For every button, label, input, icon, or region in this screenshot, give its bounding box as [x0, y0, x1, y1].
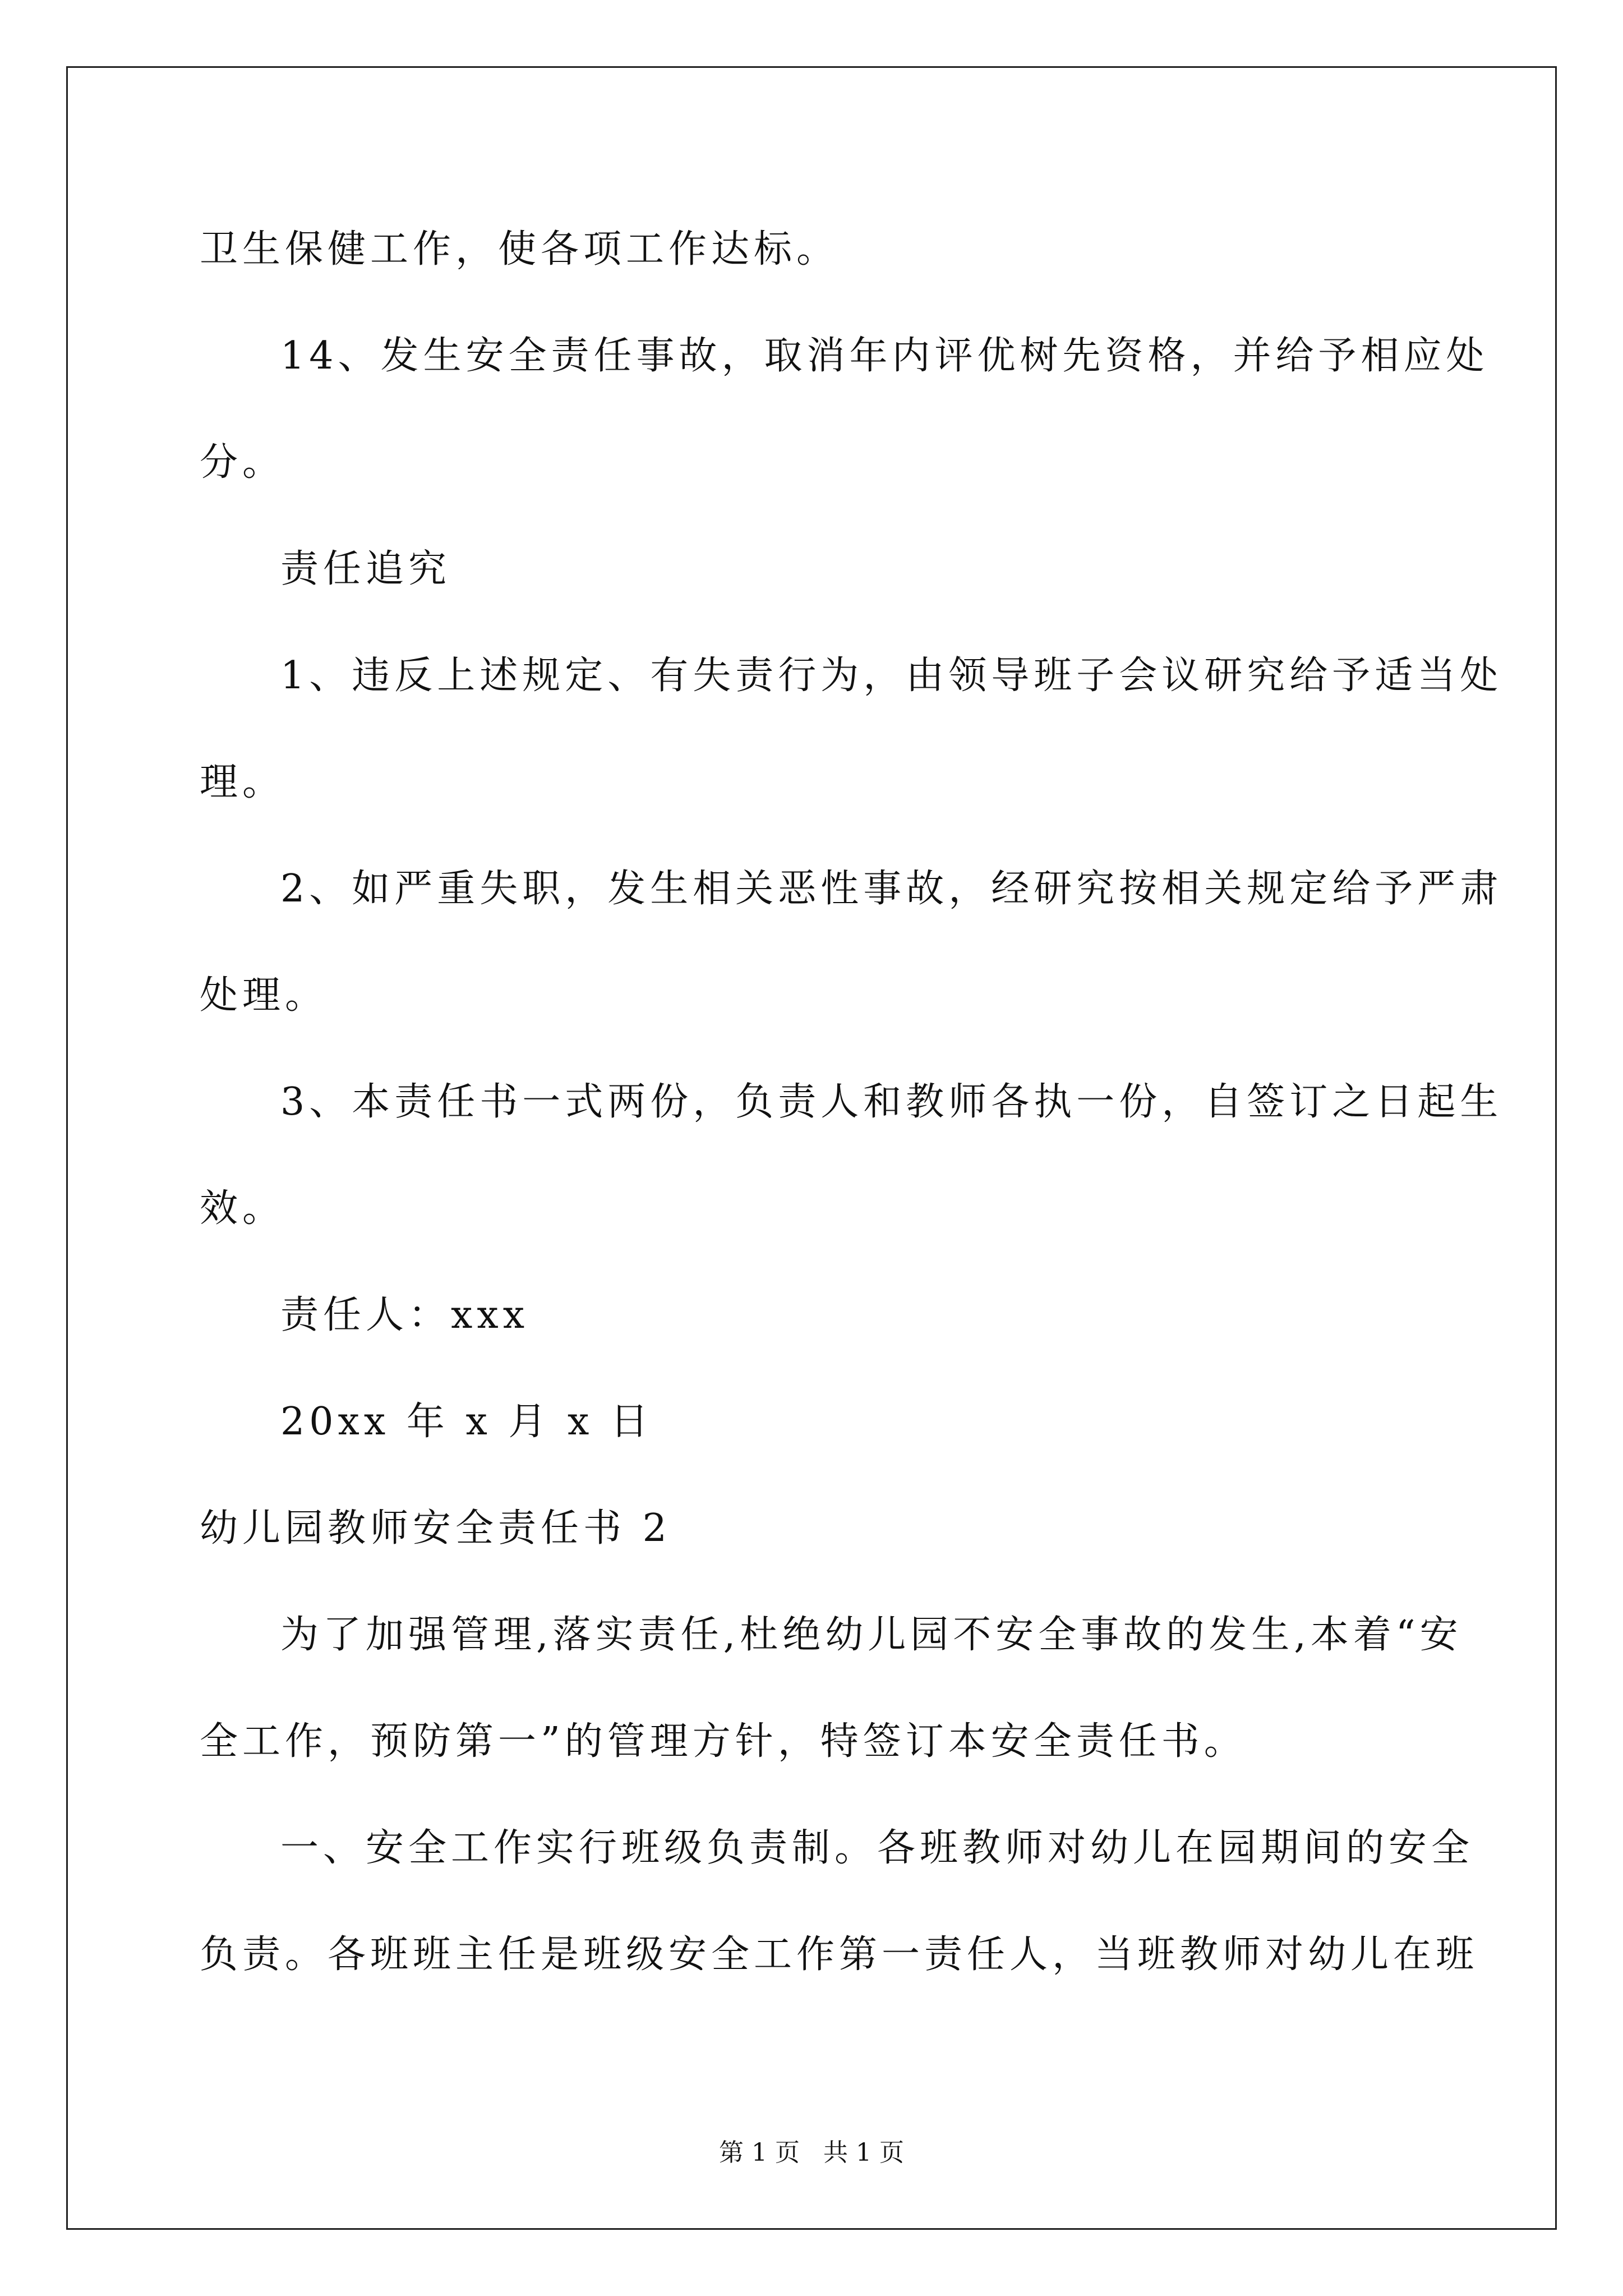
body-text-line: 为了加强管理,落实责任,杜绝幼儿园不安全事故的发生,本着“安	[280, 1613, 1463, 1657]
body-text-line: 一、安全工作实行班级负责制。各班教师对幼儿在园期间的安全	[280, 1826, 1474, 1870]
body-text-line: 分。	[200, 440, 285, 485]
section-heading: 责任追究	[280, 547, 451, 591]
body-text-line: 2、如严重失职，发生相关恶性事故，经研究按相关规定给予严肃	[280, 867, 1503, 911]
body-text-line: 效。	[200, 1186, 285, 1231]
body-text-line: 3、本责任书一式两份，负责人和教师各执一份，自签订之日起生	[280, 1080, 1503, 1124]
page-border	[66, 66, 1557, 2230]
document-title: 幼儿园教师安全责任书 2	[200, 1506, 671, 1550]
page-number-footer: 第 1 页 共 1 页	[719, 2138, 904, 2167]
body-text-line: 理。	[200, 760, 285, 804]
body-text-line: 卫生保健工作，使各项工作达标。	[200, 227, 840, 272]
date-line: 20xx 年 x 月 x 日	[280, 1400, 653, 1444]
body-text-line: 全工作，预防第一”的管理方针，特签订本安全责任书。	[200, 1719, 1247, 1764]
body-text-line: 14、发生安全责任事故，取消年内评优树先资格，并给予相应处	[280, 334, 1489, 378]
signatory-line: 责任人：xxx	[280, 1293, 529, 1337]
body-text-line: 1、违反上述规定、有失责行为，由领导班子会议研究给予适当处	[280, 654, 1503, 698]
body-text-line: 处理。	[200, 973, 328, 1018]
body-text-line: 负责。各班班主任是班级安全工作第一责任人，当班教师对幼儿在班	[200, 1932, 1479, 1977]
